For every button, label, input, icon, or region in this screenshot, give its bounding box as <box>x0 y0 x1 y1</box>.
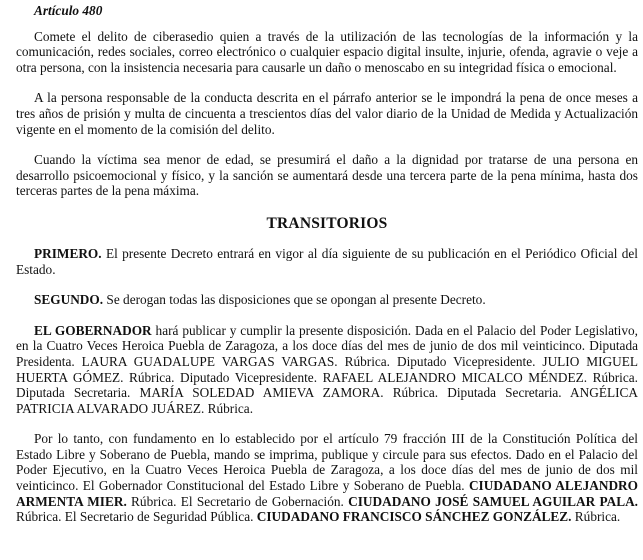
final-text-1: Por lo tanto, con fundamento en lo establecido por el artículo 79 fracción III de la Constitución Política del Estado Libre y Soberano de Puebla, mando se imprima, publique y circule para sus efectos. Dado en el Palacio del Poder Ejecutivo, en la Cuatro Veces Heroica Puebla de Zaragoza, a los doce días del mes de junio de dos mil veinticinco. El Gobernador Constitucional del Estado Libre y Soberano de Puebla. <box>16 431 638 494</box>
gobernador-text: hará publicar y cumplir la presente disposición. Dada en el Palacio del Poder Legislativo, en la Cuatro Veces Heroica Puebla de Zaragoza, a los doce días del mes de junio de dos mil veinticinco. Diputada Presidenta. LAURA GUADALUPE VARGAS VARGAS. Rúbrica. Diputado Vicepresidente. JULIO MIGUEL HUERTA GÓMEZ. Rúbrica. Diputado Vicepresidente. RAFAEL ALEJANDRO MICALCO MÉNDEZ. Rúbrica. Diputada Secretaria. MARÍA SOLEDAD AMIEVA ZAMORA. Rúbrica. Diputada Secretaria. ANGÉLICA PATRICIA ALVARADO JUÁREZ. Rúbrica. <box>16 322 638 416</box>
signatory-secretario-gobernacion: CIUDADANO JOSÉ SAMUEL AGUILAR PALA. <box>348 493 638 509</box>
segundo-text: Se derogan todas las disposiciones que se opongan al presente Decreto. <box>103 292 486 308</box>
article-paragraph-3: Cuando la víctima sea menor de edad, se presumirá el daño a la dignidad por tratarse de una persona en desarrollo psicoemocional y físico, y la sanción se aumentará desde una tercera parte de la pena mínima, hasta dos terceras partes de la pena máxima. <box>16 152 638 199</box>
segundo-label: SEGUNDO. <box>34 292 104 308</box>
final-text-2: Rúbrica. El Secretario de Gobernación. <box>126 493 349 509</box>
article-paragraph-2: A la persona responsable de la conducta descrita en el párrafo anterior se le impondrá la pena de once meses a tres años de prisión y multa de cincuenta a trescientos días del valor diario de la Unidad de Medida y Actualización vigente en el momento de la comisión del delito. <box>16 90 638 137</box>
article-heading: Artículo 480 <box>34 3 103 18</box>
gobernador-label: EL GOBERNADOR <box>34 322 152 338</box>
final-text-3: Rúbrica. El Secretario de Seguridad Pública. <box>16 509 257 525</box>
gobernador-paragraph <box>16 323 638 417</box>
document-page <box>16 3 638 525</box>
article-paragraph-1: Comete el delito de ciberasedio quien a través de la utilización de las tecnologías de la información y la comunicación, redes sociales, correo electrónico o cualquier espacio digital insulte, injurie, ofenda, agravie o veje a otra persona, con la insistencia necesaria para causarle un daño o menoscabo en su integridad física o emocional. <box>16 28 638 75</box>
final-paragraph <box>16 431 638 525</box>
transitorio-segundo <box>16 292 638 308</box>
primero-label: PRIMERO. <box>34 245 102 261</box>
final-text-4: Rúbrica. <box>571 509 621 525</box>
transitorio-primero <box>16 246 638 277</box>
primero-text: El presente Decreto entrará en vigor al día siguiente de su publicación en el Periódico Oficial del Estado. <box>16 245 638 277</box>
transitorios-title: TRANSITORIOS <box>266 214 388 232</box>
signatory-secretario-seguridad: CIUDADANO FRANCISCO SÁNCHEZ GONZÁLEZ. <box>256 509 572 525</box>
signatory-governor: CIUDADANO ALEJANDRO ARMENTA MIER. <box>16 478 638 509</box>
